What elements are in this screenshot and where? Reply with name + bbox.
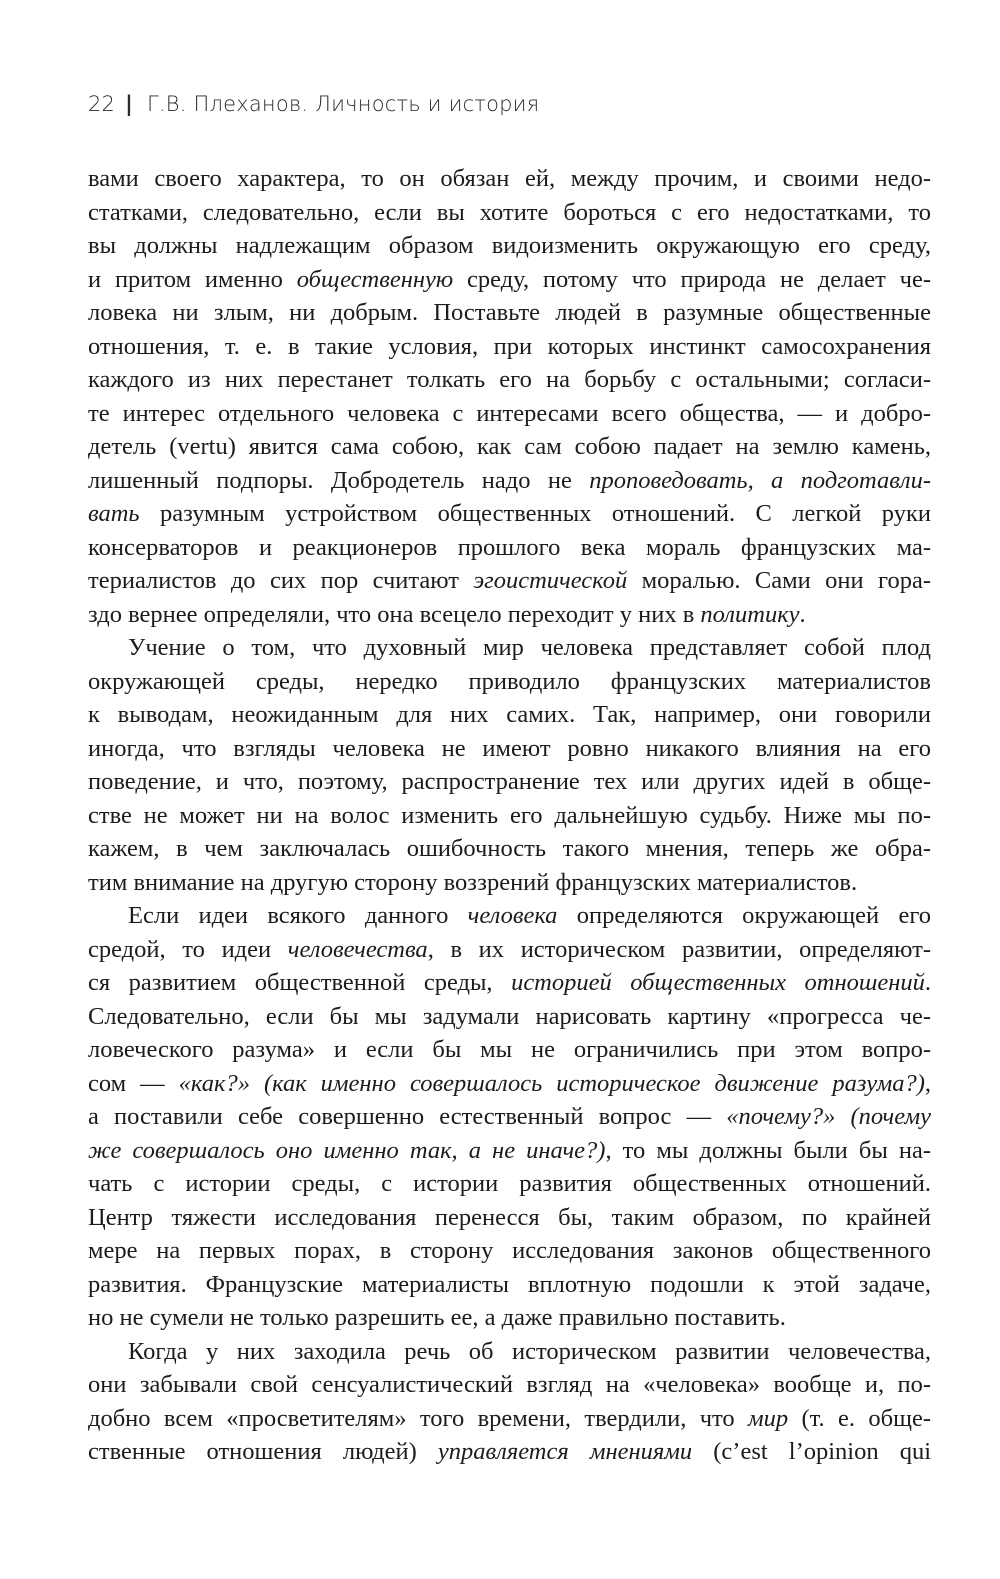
- text-line: [88, 1067, 931, 1101]
- text-line: [88, 1368, 931, 1402]
- italic-text: проповедовать, а подготавли-: [589, 466, 932, 494]
- italic-text: историей общественных отношений: [511, 969, 925, 996]
- italic-text: эгоистической: [473, 567, 628, 594]
- text-run: чать с истории среды, с истории развития общественных отношений.: [88, 1170, 931, 1197]
- text-line: [88, 1402, 931, 1436]
- text-line: [88, 497, 931, 531]
- text-run: каждого из них перестанет толкать его на борьбу с остальными; согласи-: [88, 366, 931, 393]
- text-line: [88, 732, 931, 766]
- text-run: стве не может ни на волос изменить его дальнейшую судьбу. Ниже мы по-: [88, 801, 931, 829]
- text-run: среду, потому что природа не делает че-: [453, 265, 931, 293]
- text-line: [88, 832, 931, 866]
- text-line: [88, 1234, 931, 1268]
- text-run: но не сумели не только разрешить ее, а даже правильно поставить.: [88, 1304, 786, 1331]
- text-run: отношения, т. е. в такие условия, при которых инстинкт самосохранения: [88, 332, 931, 360]
- text-run: мере на первых порах, в сторону исследования законов общественного: [88, 1237, 931, 1264]
- text-line: [88, 1435, 931, 1469]
- text-line: [88, 531, 931, 565]
- text-line: [88, 1134, 931, 1168]
- text-run: ственные отношения людей): [88, 1438, 438, 1465]
- text-run: разумным устройством общественных отношений. С легкой руки: [139, 500, 931, 527]
- text-line: [88, 899, 931, 933]
- text-run: те интерес отдельного человека с интересами всего общества, — и добро-: [88, 399, 931, 427]
- italic-text: вать: [88, 500, 140, 527]
- italic-text: общественную: [296, 265, 454, 293]
- text-line: [88, 397, 931, 431]
- text-line: [88, 263, 931, 297]
- text-line: [88, 430, 931, 464]
- text-run: тим внимание на другую сторону воззрений французских материалистов.: [88, 868, 858, 896]
- text-line: [88, 296, 931, 330]
- text-run: Следовательно, если бы мы задумали нарисовать картину «прогресса че-: [88, 1002, 931, 1030]
- text-run: они забывали свой сенсуалистический взгляд на «человека» вообще и, по-: [88, 1371, 931, 1398]
- text-line: [88, 665, 931, 699]
- text-run: окружающей среды, нередко приводило французских материалистов: [88, 667, 931, 695]
- text-run: иногда, что взгляды человека не имеют ровно никакого влияния на его: [88, 734, 931, 762]
- text-run: (c’est l’opinion qui: [692, 1438, 932, 1465]
- text-run: ловеческого разума» и если бы мы не ограничились при этом вопро-: [88, 1036, 931, 1063]
- text-line: [88, 966, 931, 1000]
- text-run: лишенный подпоры. Добродетель надо не: [88, 466, 590, 494]
- text-line: [88, 1000, 931, 1034]
- text-run: детель (vertu) явится сама собою, как сам собою падает на землю камень,: [88, 433, 931, 460]
- text-run: .: [799, 600, 806, 628]
- text-run: средой, то идеи: [88, 935, 288, 963]
- text-run: ловека ни злым, ни добрым. Поставьте людей в разумные общественные: [88, 299, 931, 326]
- body-text: [88, 162, 931, 1469]
- italic-text: же совершалось оно именно так, а не иначе?): [88, 1136, 606, 1164]
- text-run: вами своего характера, то он обязан ей, между прочим, и своими недо-: [88, 165, 931, 192]
- page-number: 22: [88, 92, 116, 116]
- text-run: моралью. Сами они гора-: [627, 567, 931, 594]
- text-line: [88, 229, 931, 263]
- text-line: [88, 1033, 931, 1067]
- italic-text: «как?» (как именно совершалось историческое движение разума?): [178, 1069, 925, 1097]
- text-line: [88, 363, 931, 397]
- text-run: кажем, в чем заключалась ошибочность такого мнения, теперь же обра-: [88, 835, 931, 862]
- text-line: [88, 1167, 931, 1201]
- text-run: к выводам, неожиданным для них самих. Так, например, они говорили: [88, 701, 931, 728]
- text-run: , в их историческом развитии, определяют-: [427, 935, 931, 963]
- text-run: сом —: [88, 1069, 179, 1097]
- text-run: териалистов до сих пор считают: [88, 567, 474, 594]
- text-run: Если идеи всякого данного: [128, 902, 468, 929]
- text-line: [88, 631, 931, 665]
- text-line: [88, 330, 931, 364]
- text-line: [88, 162, 931, 196]
- text-line: [88, 799, 931, 833]
- text-run: ,: [924, 1069, 931, 1097]
- text-line: [88, 598, 931, 632]
- text-run: и притом именно: [88, 265, 297, 293]
- text-run: Когда у них заходила речь об историческом развитии человечества,: [128, 1337, 931, 1365]
- text-run: вы должны надлежащим образом видоизменить окружающую его среду,: [88, 232, 931, 259]
- text-line: [88, 1100, 931, 1134]
- text-run: здо вернее определяли, что она всецело переходит у них в: [88, 600, 701, 628]
- text-line: [88, 564, 931, 598]
- text-line: [88, 1335, 931, 1369]
- text-line: [88, 698, 931, 732]
- italic-text: человечества: [287, 935, 428, 963]
- italic-text: человека: [467, 902, 558, 929]
- text-run: добно всем «просветителям» того времени, твердили, что: [88, 1404, 749, 1432]
- text-run: статками, следовательно, если вы хотите бороться с его недостатками, то: [88, 198, 931, 226]
- text-run: Учение о том, что духовный мир человека представляет собой плод: [128, 634, 931, 661]
- text-run: .: [924, 969, 931, 996]
- book-title: Г.В. Плеханов. Личность и история: [147, 92, 540, 116]
- text-run: развития. Французские материалисты вплотную подошли к этой задаче,: [88, 1270, 931, 1298]
- text-line: [88, 464, 931, 498]
- text-run: Центр тяжести исследования перенесся бы, таким образом, по крайней: [88, 1203, 931, 1231]
- text-line: [88, 1301, 931, 1335]
- italic-text: «почему?» (почему: [726, 1103, 931, 1130]
- text-run: а поставили себе совершенно естественный вопрос —: [88, 1103, 727, 1130]
- text-line: [88, 933, 931, 967]
- text-line: [88, 866, 931, 900]
- text-line: [88, 1201, 931, 1235]
- text-line: [88, 196, 931, 230]
- text-line: [88, 765, 931, 799]
- text-run: консерваторов и реакционеров прошлого века мораль французских ма-: [88, 533, 931, 561]
- text-run: (т. е. обще-: [788, 1404, 932, 1432]
- italic-text: мир: [748, 1404, 789, 1432]
- italic-text: управляется мнениями: [437, 1438, 693, 1465]
- text-run: , то мы должны были бы на-: [605, 1136, 931, 1164]
- text-run: определяются окружающей его: [557, 902, 932, 929]
- header-separator: |: [125, 92, 133, 116]
- text-line: [88, 1268, 931, 1302]
- text-run: ся развитием общественной среды,: [88, 969, 512, 996]
- running-head: [88, 92, 539, 116]
- italic-text: политику: [700, 600, 800, 628]
- text-run: поведение, и что, поэтому, распространение тех или других идей в обще-: [88, 768, 931, 795]
